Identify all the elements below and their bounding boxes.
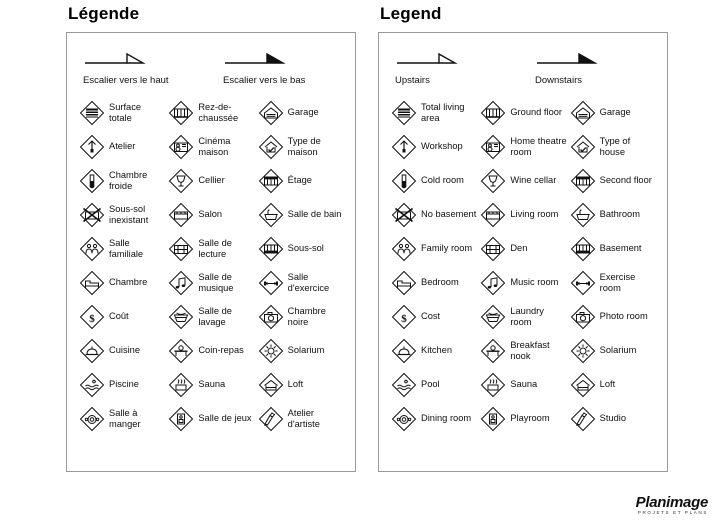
legend-entry bbox=[568, 368, 657, 401]
legend-entry-label: Sous-sol bbox=[287, 243, 324, 254]
legend-entry bbox=[478, 266, 567, 299]
loft-icon bbox=[258, 372, 284, 398]
pool-icon bbox=[79, 372, 105, 398]
legend-entry bbox=[166, 130, 255, 163]
legend-entry-label: Salle de jeux bbox=[198, 413, 252, 424]
workshop-icon bbox=[79, 134, 105, 160]
page-title-french: Légende bbox=[68, 4, 140, 23]
bedroom-icon bbox=[79, 270, 105, 296]
svg-text:$: $ bbox=[89, 312, 95, 325]
legend-entry-label: Sauna bbox=[198, 379, 226, 390]
legend-entry bbox=[256, 232, 345, 265]
legend-entry-label: Bathroom bbox=[599, 209, 640, 220]
breakfast-nook-icon bbox=[168, 338, 194, 364]
legend-entry bbox=[389, 232, 478, 265]
legend-entry-label: Sauna bbox=[510, 379, 538, 390]
legend-entry-label: Breakfast nook bbox=[510, 340, 550, 361]
legend-entry bbox=[256, 402, 345, 435]
svg-text:$: $ bbox=[401, 312, 407, 325]
legend-entry bbox=[256, 130, 345, 163]
logo-wordmark: Planimage bbox=[635, 494, 708, 511]
legend-entry-label: Solarium bbox=[599, 345, 637, 356]
laundry-room-icon bbox=[168, 304, 194, 330]
legend-entry bbox=[256, 96, 345, 129]
legend-entry-label: Atelier d'artiste bbox=[287, 408, 320, 429]
family-room-icon bbox=[79, 236, 105, 262]
legend-entry-label: Workshop bbox=[421, 141, 463, 152]
cost-icon bbox=[391, 304, 417, 330]
type-of-house-icon bbox=[570, 134, 596, 160]
no-basement-icon bbox=[391, 202, 417, 228]
legend-entry-label: Cellier bbox=[198, 175, 225, 186]
legend-entry-label: Piscine bbox=[109, 379, 139, 390]
cold-room-icon bbox=[79, 168, 105, 194]
legend-entry-label: Family room bbox=[421, 243, 473, 254]
legend-entry bbox=[166, 232, 255, 265]
legend-entry bbox=[256, 300, 345, 333]
home-theatre-icon bbox=[168, 134, 194, 160]
arrow-down-stairs-icon bbox=[223, 47, 345, 73]
laundry-room-icon bbox=[480, 304, 506, 330]
legend-entry-label: Sous-sol inexistant bbox=[109, 204, 149, 225]
playroom-icon bbox=[168, 406, 194, 432]
legend-entry bbox=[166, 96, 255, 129]
sauna-icon bbox=[480, 372, 506, 398]
garage-icon bbox=[570, 100, 596, 126]
legend-entry bbox=[166, 300, 255, 333]
total-living-area-icon bbox=[79, 100, 105, 126]
legend-entry-label: Chambre froide bbox=[109, 170, 148, 191]
legend-entry-label: Basement bbox=[599, 243, 642, 254]
ground-floor-icon bbox=[168, 100, 194, 126]
legend-entry bbox=[166, 402, 255, 435]
legend-entry-label: Bedroom bbox=[421, 277, 459, 288]
stairs-up-label: Upstairs bbox=[395, 75, 430, 86]
stairs-down-item bbox=[223, 47, 345, 86]
legend-entry bbox=[568, 130, 657, 163]
legend-box-french bbox=[66, 32, 356, 472]
legend-entry-label: Kitchen bbox=[421, 345, 453, 356]
legend-entry bbox=[389, 164, 478, 197]
legend-entry-label: Chambre noire bbox=[287, 306, 326, 327]
bathroom-icon bbox=[258, 202, 284, 228]
legend-entry bbox=[77, 232, 166, 265]
legend-entry-label: Salle de lavage bbox=[198, 306, 232, 327]
legend-entry bbox=[568, 198, 657, 231]
dining-room-icon bbox=[79, 406, 105, 432]
legend-entry bbox=[568, 266, 657, 299]
legend-entry-label: Atelier bbox=[109, 141, 136, 152]
legend-entry bbox=[77, 402, 166, 435]
photo-room-icon bbox=[570, 304, 596, 330]
legend-entry-label: Garage bbox=[287, 107, 319, 118]
basement-icon bbox=[570, 236, 596, 262]
legend-entry-label: Photo room bbox=[599, 311, 648, 322]
loft-icon bbox=[570, 372, 596, 398]
garage-icon bbox=[258, 100, 284, 126]
photo-room-icon bbox=[258, 304, 284, 330]
legend-entry bbox=[77, 334, 166, 367]
legend-entry-label: No basement bbox=[421, 209, 477, 220]
legend-entry bbox=[568, 300, 657, 333]
legend-entry-label: Cinéma maison bbox=[198, 136, 231, 157]
legend-entry bbox=[568, 402, 657, 435]
legend-entry-label: Surface totale bbox=[109, 102, 142, 123]
legend-entry bbox=[166, 266, 255, 299]
legend-entry bbox=[568, 334, 657, 367]
living-room-icon bbox=[168, 202, 194, 228]
legend-entry-label: Playroom bbox=[510, 413, 550, 424]
legend-panel-english bbox=[372, 0, 682, 500]
legend-entry bbox=[166, 198, 255, 231]
solarium-icon bbox=[570, 338, 596, 364]
den-icon bbox=[168, 236, 194, 262]
legend-entry-label: Salon bbox=[198, 209, 223, 220]
cold-room-icon bbox=[391, 168, 417, 194]
legend-entry-label: Living room bbox=[510, 209, 559, 220]
legend-entry-label: Rez-de-chaussée bbox=[198, 102, 239, 123]
legend-entry bbox=[389, 266, 478, 299]
legend-entry bbox=[166, 164, 255, 197]
legend-entry bbox=[478, 96, 567, 129]
legend-entry bbox=[478, 334, 567, 367]
legend-entry-label: Salle de bain bbox=[287, 209, 342, 220]
legend-entry-label: Ground floor bbox=[510, 107, 563, 118]
kitchen-icon bbox=[79, 338, 105, 364]
legend-entry-label: Salle de musique bbox=[198, 272, 234, 293]
home-theatre-icon bbox=[480, 134, 506, 160]
legend-entry-label: Salle de lecture bbox=[198, 238, 232, 259]
legend-entry bbox=[77, 198, 166, 231]
legend-entry bbox=[389, 300, 478, 333]
stairs-down-item bbox=[535, 47, 657, 86]
stairs-up-item bbox=[83, 47, 205, 86]
basement-icon bbox=[258, 236, 284, 262]
legend-entry-label: Cold room bbox=[421, 175, 464, 186]
legend-entry bbox=[166, 368, 255, 401]
legend-entry-label: Pool bbox=[421, 379, 440, 390]
legend-entry-label: Exercise room bbox=[599, 272, 636, 293]
stairs-down-label: Escalier vers le bas bbox=[223, 75, 306, 86]
arrow-up-stairs-icon bbox=[83, 47, 205, 73]
legend-entry-label: Salle familiale bbox=[109, 238, 144, 259]
legend-entry-label: Music room bbox=[510, 277, 559, 288]
stairs-up-item bbox=[395, 47, 517, 86]
type-of-house-icon bbox=[258, 134, 284, 160]
legend-box-english bbox=[378, 32, 668, 472]
legend-entry-label: Étage bbox=[287, 175, 312, 186]
legend-entry-label: Den bbox=[510, 243, 528, 254]
legend-entry bbox=[478, 368, 567, 401]
legend-entry bbox=[389, 334, 478, 367]
legend-entry-label: Second floor bbox=[599, 175, 652, 186]
legend-entry bbox=[389, 96, 478, 129]
exercise-room-icon bbox=[570, 270, 596, 296]
legend-entry bbox=[478, 402, 567, 435]
den-icon bbox=[480, 236, 506, 262]
legend-entry bbox=[256, 164, 345, 197]
legend-entry bbox=[77, 266, 166, 299]
studio-icon bbox=[258, 406, 284, 432]
legend-entry bbox=[166, 334, 255, 367]
legend-entry-label: Cost bbox=[421, 311, 441, 322]
legend-entry bbox=[256, 368, 345, 401]
legend-grid-french bbox=[77, 96, 345, 435]
pool-icon bbox=[391, 372, 417, 398]
legend-entry bbox=[478, 164, 567, 197]
legend-entry bbox=[568, 96, 657, 129]
music-room-icon bbox=[168, 270, 194, 296]
arrow-up-stairs-icon bbox=[395, 47, 517, 73]
legend-entry-label: Solarium bbox=[287, 345, 325, 356]
legend-entry-label: Type de maison bbox=[287, 136, 321, 157]
legend-entry-label: Salle à manger bbox=[109, 408, 141, 429]
legend-entry bbox=[256, 266, 345, 299]
stairs-down-label: Downstairs bbox=[535, 75, 582, 86]
legend-grid-english bbox=[389, 96, 657, 435]
legend-entry-label: Total living area bbox=[421, 102, 465, 123]
cost-icon bbox=[79, 304, 105, 330]
legend-entry-label: Studio bbox=[599, 413, 627, 424]
no-basement-icon bbox=[79, 202, 105, 228]
stairs-row-french bbox=[77, 43, 345, 90]
kitchen-icon bbox=[391, 338, 417, 364]
legend-entry-label: Type of house bbox=[599, 136, 631, 157]
planimage-logo bbox=[636, 494, 708, 515]
bedroom-icon bbox=[391, 270, 417, 296]
legend-entry bbox=[77, 368, 166, 401]
legend-entry bbox=[568, 232, 657, 265]
legend-entry-label: Loft bbox=[599, 379, 616, 390]
legend-panel-french bbox=[60, 0, 370, 500]
legend-entry-label: Chambre bbox=[109, 277, 148, 288]
legend-entry bbox=[256, 198, 345, 231]
arrow-down-stairs-icon bbox=[535, 47, 657, 73]
legend-entry bbox=[478, 130, 567, 163]
solarium-icon bbox=[258, 338, 284, 364]
legend-entry bbox=[77, 164, 166, 197]
legend-entry bbox=[478, 300, 567, 333]
music-room-icon bbox=[480, 270, 506, 296]
legend-entry-label: Garage bbox=[599, 107, 631, 118]
workshop-icon bbox=[391, 134, 417, 160]
second-floor-icon bbox=[570, 168, 596, 194]
sauna-icon bbox=[168, 372, 194, 398]
stairs-up-label: Escalier vers le haut bbox=[83, 75, 169, 86]
legend-entry bbox=[568, 164, 657, 197]
legend-entry-label: Laundry room bbox=[510, 306, 544, 327]
playroom-icon bbox=[480, 406, 506, 432]
bathroom-icon bbox=[570, 202, 596, 228]
legend-entry-label: Wine cellar bbox=[510, 175, 557, 186]
legend-entry bbox=[389, 368, 478, 401]
legend-entry-label: Coût bbox=[109, 311, 129, 322]
legend-entry bbox=[77, 300, 166, 333]
family-room-icon bbox=[391, 236, 417, 262]
legend-entry-label: Loft bbox=[287, 379, 304, 390]
stairs-row-english bbox=[389, 43, 657, 90]
legend-entry bbox=[77, 96, 166, 129]
second-floor-icon bbox=[258, 168, 284, 194]
page-title-english: Legend bbox=[380, 4, 442, 23]
total-living-area-icon bbox=[391, 100, 417, 126]
legend-entry-label: Coin-repas bbox=[198, 345, 244, 356]
living-room-icon bbox=[480, 202, 506, 228]
dining-room-icon bbox=[391, 406, 417, 432]
legend-entry-label: Salle d'exercice bbox=[287, 272, 330, 293]
legend-entry bbox=[478, 232, 567, 265]
legend-entry bbox=[389, 130, 478, 163]
wine-cellar-icon bbox=[168, 168, 194, 194]
legend-entry bbox=[256, 334, 345, 367]
breakfast-nook-icon bbox=[480, 338, 506, 364]
wine-cellar-icon bbox=[480, 168, 506, 194]
ground-floor-icon bbox=[480, 100, 506, 126]
legend-entry-label: Cuisine bbox=[109, 345, 141, 356]
studio-icon bbox=[570, 406, 596, 432]
legend-entry bbox=[389, 402, 478, 435]
legend-entry-label: Dining room bbox=[421, 413, 472, 424]
legend-entry bbox=[478, 198, 567, 231]
legend-entry bbox=[389, 198, 478, 231]
legend-entry bbox=[77, 130, 166, 163]
logo-tagline: PROJETS ET PLANS bbox=[637, 510, 708, 515]
legend-entry-label: Home theatre room bbox=[510, 136, 567, 157]
exercise-room-icon bbox=[258, 270, 284, 296]
